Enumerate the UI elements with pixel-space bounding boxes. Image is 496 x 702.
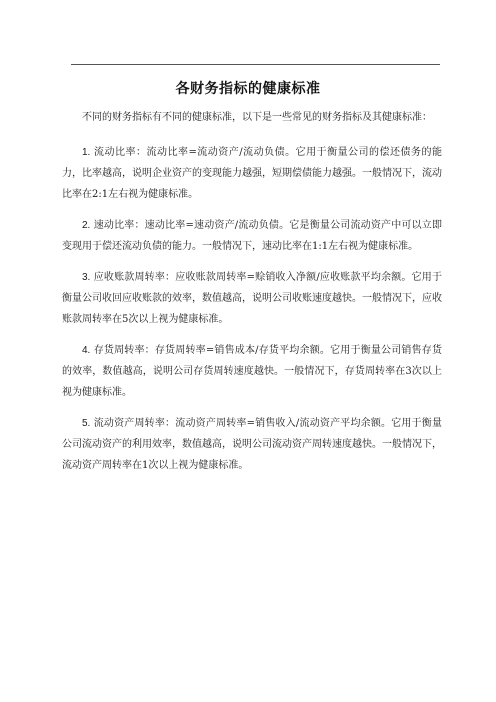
list-item — [62, 340, 442, 403]
intro-paragraph: 不同的财务指标有不同的健康标准，以下是一些常见的财务指标及其健康标准： — [82, 112, 432, 123]
list-item — [62, 267, 442, 330]
item-text: 速动比率：速动比率=速动资产/流动负债。它是衡量公司流动资产中可以立即变现用于偿还流动负债的能力。一般情况下，速动比率在1:1左右视为健康标准。 — [62, 220, 442, 252]
item-text: 存货周转率：存货周转率=销售成本/存货平均余额。它用于衡量公司销售存货的效率，数值越高，说明公司存货周转速度越快。一般情况下，存货周转率在3次以上视为健康标准。 — [62, 345, 442, 398]
list-item — [62, 215, 442, 257]
document-body — [62, 108, 442, 486]
item-number: 1. — [82, 147, 91, 158]
item-number: 4. — [82, 345, 91, 356]
item-text: 流动比率：流动比率=流动资产/流动负债。它用于衡量公司的偿还债务的能力，比率越高，说明企业资产的变现能力越强，短期偿债能力越强。一般情况下，流动比率在2:1左右视为健康标准。 — [62, 147, 442, 200]
item-text: 应收账款周转率：应收账款周转率=赊销收入净额/应收账款平均余额。它用于衡量公司收回应收账款的效率，数值越高，说明公司收账速度越快。一般情况下，应收账款周转率在5次以上视为健康标准。 — [62, 272, 442, 325]
item-number: 5. — [82, 418, 91, 429]
item-number: 2. — [82, 220, 91, 231]
list-item — [62, 413, 442, 476]
item-text: 流动资产周转率：流动资产周转率=销售收入/流动资产平均余额。它用于衡量公司流动资产的利用效率，数值越高，说明公司流动资产周转速度越快。一般情况下，流动资产周转率在1次以上视为健康标准。 — [62, 418, 442, 471]
page-title: 各财务指标的健康标准 — [175, 81, 321, 97]
item-number: 3. — [82, 272, 91, 283]
header-rule — [71, 64, 440, 65]
list-item — [62, 142, 442, 205]
